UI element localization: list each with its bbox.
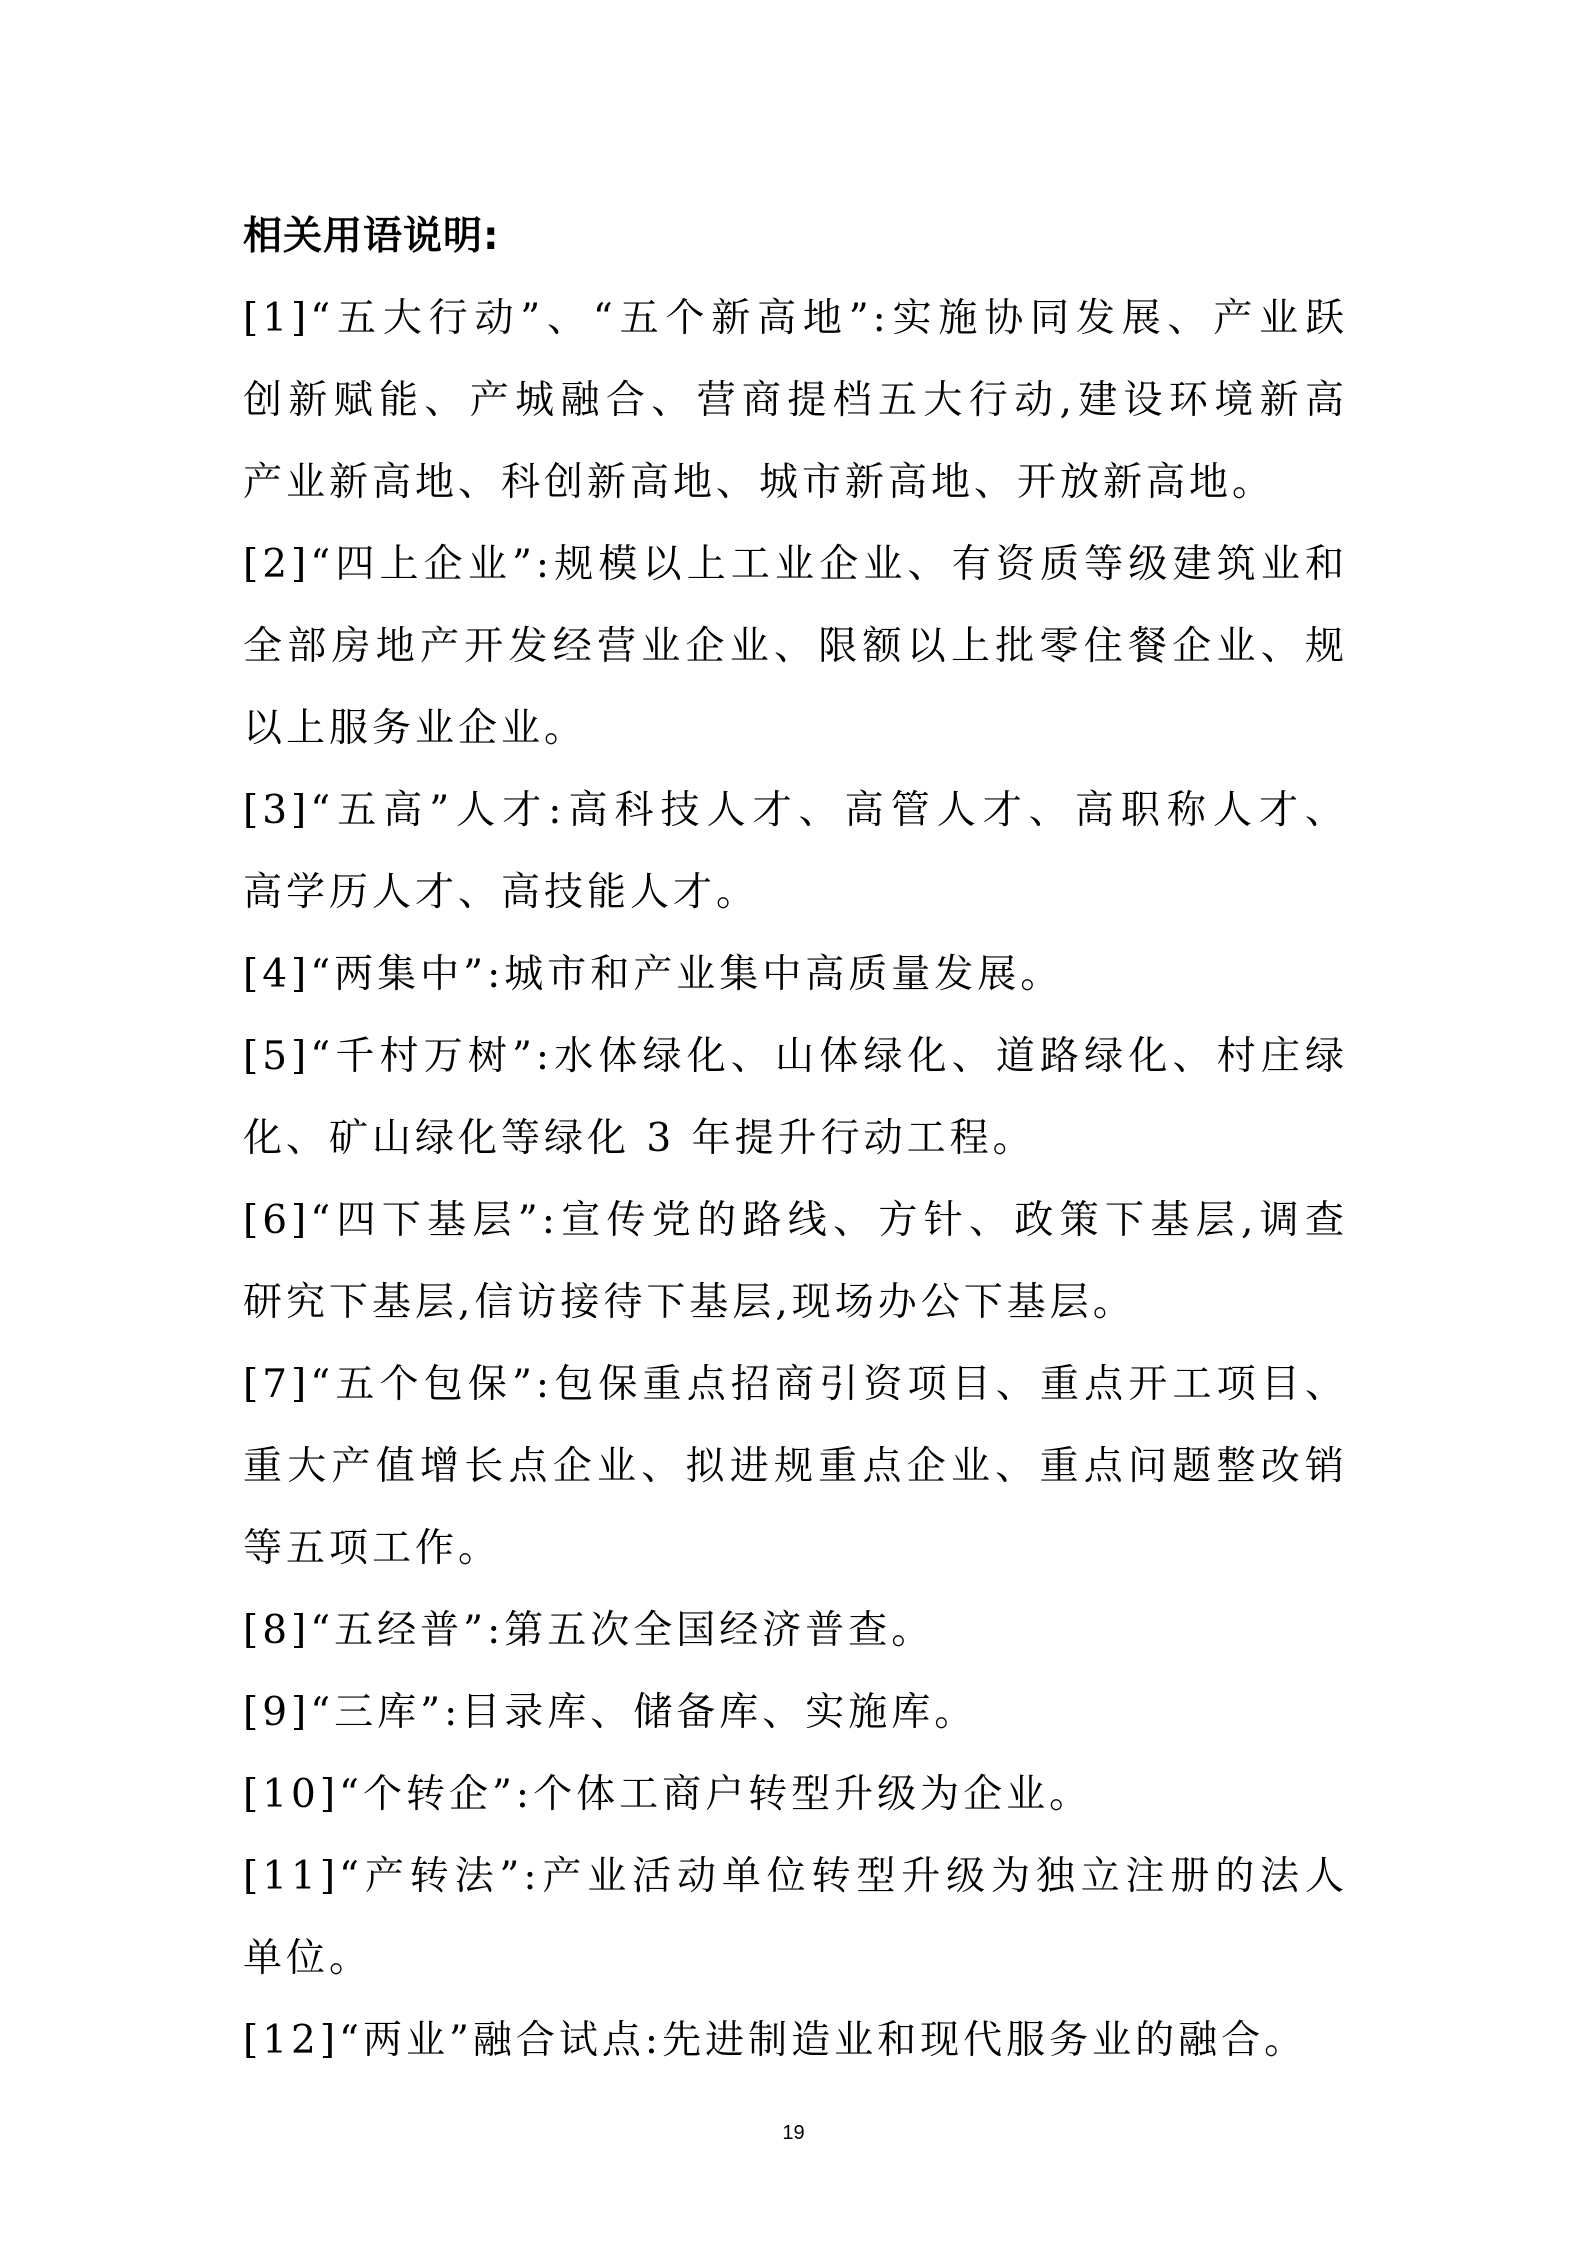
glossary-line-14: [7]“五个包保”:包保重点招商引资项目、重点开工项目、 xyxy=(243,1362,1348,1407)
glossary-line-6: 以上服务业企业。 xyxy=(243,706,588,751)
glossary-line-13: 研究下基层,信访接待下基层,现场办公下基层。 xyxy=(243,1280,1136,1325)
glossary-line-1: [1]“五大行动”、“五个新高地”:实施协同发展、产业跃 xyxy=(243,296,1348,341)
glossary-line-22: [12]“两业”融合试点:先进制造业和现代服务业的融合。 xyxy=(243,2018,1308,2063)
glossary-line-2: 创新赋能、产城融合、营商提档五大行动,建设环境新高 xyxy=(243,378,1348,423)
glossary-section xyxy=(243,196,1348,2082)
glossary-line-19: [10]“个转企”:个体工商户转型升级为企业。 xyxy=(243,1772,1093,1817)
glossary-line-18: [9]“三库”:目录库、储备库、实施库。 xyxy=(243,1690,978,1735)
glossary-line-4: [2]“四上企业”:规模以上工业企业、有资质等级建筑业和 xyxy=(243,542,1348,587)
glossary-line-9: [4]“两集中”:城市和产业集中高质量发展。 xyxy=(243,952,1064,997)
glossary-line-8: 高学历人才、高技能人才。 xyxy=(243,870,760,915)
glossary-line-3: 产业新高地、科创新高地、城市新高地、开放新高地。 xyxy=(243,460,1276,505)
glossary-line-12: [6]“四下基层”:宣传党的路线、方针、政策下基层,调查 xyxy=(243,1198,1348,1243)
glossary-line-7: [3]“五高”人才:高科技人才、高管人才、高职称人才、 xyxy=(243,788,1348,833)
glossary-line-5: 全部房地产开发经营业企业、限额以上批零住餐企业、规 xyxy=(243,624,1348,669)
glossary-line-15: 重大产值增长点企业、拟进规重点企业、重点问题整改销 xyxy=(243,1444,1348,1489)
glossary-line-10: [5]“千村万树”:水体绿化、山体绿化、道路绿化、村庄绿 xyxy=(243,1034,1348,1079)
page-number: 19 xyxy=(782,2122,805,2144)
section-heading: 相关用语说明: xyxy=(243,214,500,259)
glossary-line-16: 等五项工作。 xyxy=(243,1526,502,1571)
glossary-line-17: [8]“五经普”:第五次全国经济普查。 xyxy=(243,1608,935,1653)
glossary-line-21: 单位。 xyxy=(243,1936,373,1981)
glossary-line-20: [11]“产转法”:产业活动单位转型升级为独立注册的法人 xyxy=(243,1854,1348,1899)
glossary-line-11: 化、矿山绿化等绿化 3 年提升行动工程。 xyxy=(243,1116,1036,1161)
